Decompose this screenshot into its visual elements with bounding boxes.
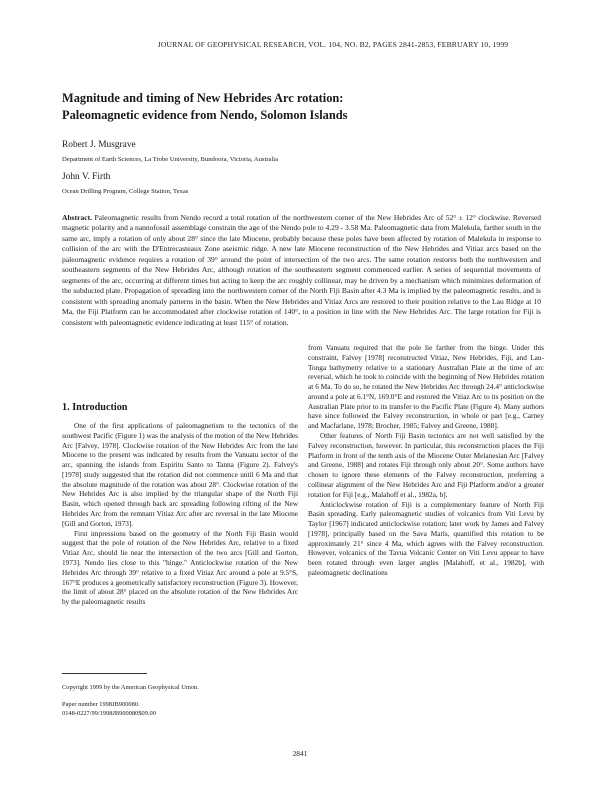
author-affiliation: Department of Earth Sciences, La Trobe University, Bundoora, Victoria, Australia [62,156,279,163]
title-line-2: Paleomagnetic evidence from Nendo, Solomon Islands [62,107,348,122]
body-paragraph: First impressions based on the geometry of the North Fiji Basin would suggest that the pole of rotation of the New Hebrides Arc, relative to a fixed Vitiaz Arc, should lie near the intersection of the two arcs [Gill and Gorton, 1973]. Nendo lies close to this "hinge." Anticlockwise rotation of the New Hebrides Arc through 39° relative to a fixed Vitiaz Arc around a pole at 9.5°S, 167°E produces a geometrically satisfactory reconstruction (Figure 3). However, the limit of about 28° placed on the absolute rotation of the New Hebrides Arc by the paleomagnetic results [62,528,298,607]
title-line-1: Magnitude and timing of New Hebrides Arc rotation: [62,91,344,105]
paper-number: Paper number 1998JB900080. [62,701,140,708]
page-number: 2841 [292,749,308,758]
abstract-text: Paleomagnetic results from Nendo record a total rotation of the northwestern corner of the New Hebrides Arc of 52° ± 12° clockwise. Reversed magnetic polarity and a nannofossil assemblage constrain the age of the Nendo pole to 4.29 - 3.58 Ma. Paleomagnetic data from Malekula, farther south in the same arc, imply a rotation of only about 28° since the late Miocene, probably because these poles have been affected by rotation of Malekula in response to collision of the arc with the D'Entrecasteaux Zone aseismic ridge. A new late Miocene reconstruction of the New Hebrides and Vitiaz arcs based on the paleomagnetic evidence requires a rotation of 39° around the point of intersection of the two arcs. The same rotation restores both the northwestern and southeastern segments of the New Hebrides Arc, although rotation of the southeastern segment commenced earlier. A series of sequential movements of segments of the arc, occurring at different times but acting to keep the arc roughly collinear, may be driven by a mechanism which minimizes deformation of the subducted plate. Propagation of spreading into the northwestern corner of the North Fiji Basin after 4.3 Ma is implied by the paleomagnetic results, and is consistent with spreading anomaly patterns in the basin. When the New Hebrides and Vitiaz Arcs are restored to their position relative to the Lau Ridge at 10 Ma, the Fiji Platform can be accommodated after clockwise rotation of 140°, to a position in line with the New Hebrides Arc. The large rotation for Fiji is consistent with paleomagnetic evidence indicating at least 115° of rotation. [62,213,542,327]
issn-code: 0148-0227/99/1998JB900080$09.00 [62,710,156,717]
running-head: JOURNAL OF GEOPHYSICAL RESEARCH, VOL. 104, NO. B2, PAGES 2841-2853, FEBRUARY 10, 1999 [157,40,509,49]
author-name: John V. Firth [62,172,111,182]
left-column [62,421,298,607]
article-title [62,90,542,123]
footnote-divider [62,673,147,674]
paper-identifiers [62,700,156,718]
body-paragraph: One of the first applications of paleomagnetism to the tectonics of the southwest Pacific (Figure 1) was the analysis of the motion of the New Hebrides Arc [Falvey, 1978]. Clockwise rotation of the New Hebrides Arc from the late Miocene to the present was indicated by results from the Vanuatu sector of the arc, spanning the islands from Espiritu Santo to Tanna (Figure 2). Falvey's [1978] study suggested that the rotation did not commence until 6 Ma and that the absolute magnitude of the rotation was about 28°. Clockwise rotation of the New Hebrides Arc is also implied by the triangular shape of the North Fiji Basin, which opened through back arc spreading following rifting of the New Hebrides Arc from the remnant Vitiaz Arc after arc reversal in the late Miocene [Gill and Gorton, 1973]. [62,421,298,528]
author-affiliation: Ocean Drilling Program, College Station, Texas [62,188,189,195]
body-paragraph: Anticlockwise rotation of Fiji is a complementary feature of North Fiji Basin spreading. Early paleomagnetic studies of volcanics from Viti Levu by Taylor [1967] indicated anticlockwise rotation; later work by James and Falvey [1978], principally based on the Sava Marls, quantified this rotation to be approximately 21° since 4 Ma, which agrees with the Falvey reconstruction. However, volcanics of the Tavua Volcanic Center on Viti Levu appear to have been rotated through even larger angles [Malahoff, et al., 1982b], with paleomagnetic declinations [308,499,544,577]
section-heading: 1. Introduction [62,402,128,413]
abstract-label: Abstract. [62,213,92,222]
author-name: Robert J. Musgrave [62,140,136,150]
body-paragraph: Other features of North Fiji Basin tectonics are not well satisfied by the Falvey reconstruction, however. In particular, this reconstruction places the Fiji Platform in front of the tenth axis of the Miocene Outer Melanesian Arc [Falvey and Greene, 1988] and rotates Fiji through only about 20°. Some authors have chosen to ignore these elements of the Falvey reconstruction, preferring a collinear alignment of the New Hebrides Arc and Fiji Platform and/or a greater rotation for Fiji [e.g., Malahoff et al., 1982a, b]. [308,431,544,499]
right-column [308,343,544,578]
copyright-notice: Copyright 1999 by the American Geophysical Union. [62,684,199,691]
body-paragraph: from Vanuatu required that the pole lie farther from the hinge. Under this constraint, Falvey [1978] reconstructed Vitiaz, New Hebrides, Fiji, and Lau-Tonga bathymetry relative to a stationary Australian Plate at the time of arc reversal, which he took to coincide with the beginning of New Hebrides rotation at 6 Ma. To do so, he rotated the New Hebrides Arc through 24.4° anticlockwise around a pole at 6.1°N, 169.0°E and restored the Vitiaz Arc to its position on the Australian Plate prior to its transfer to the Pacific Plate (Figure 4). Many authors have since followed the Falvey reconstruction, in whole or part [e.g., Carney and Macfarlane, 1978; Brocher, 1985; Falvey and Greene, 1988]. [308,343,544,431]
abstract [62,213,541,328]
